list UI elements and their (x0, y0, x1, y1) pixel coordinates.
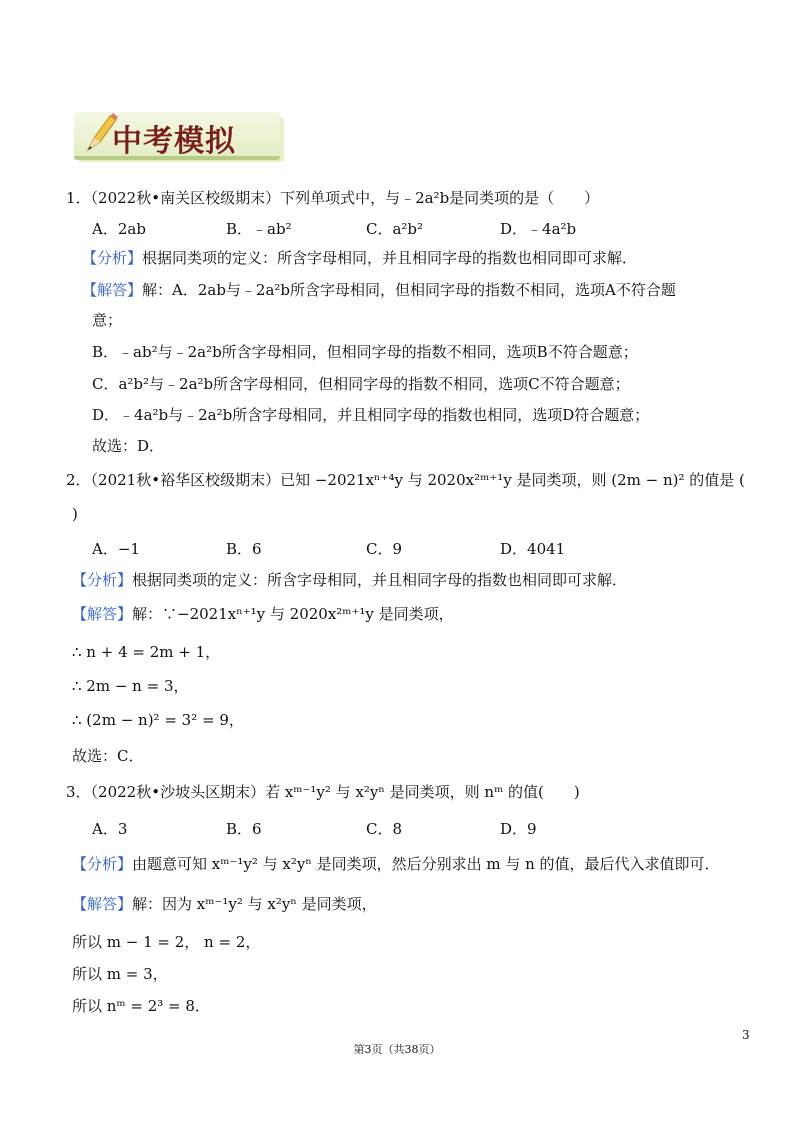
q2-analysis-tag: 【分析】 (72, 571, 133, 589)
q3-option-d: D．9 (500, 820, 537, 838)
q1-analysis-text: 根据同类项的定义：所含字母相同，并且相同字母的指数也相同即可求解． (142, 249, 638, 267)
q1-option-c: C．a²b² (366, 220, 424, 238)
q1-analysis-tag: 【分析】 (82, 249, 143, 267)
q1-option-b: B．﹣ab² (226, 220, 292, 238)
q2-answer-line-1 (72, 604, 454, 624)
section-banner (74, 112, 284, 162)
q3-option-a: A．3 (92, 820, 128, 838)
q1-answer-line-2: 意； (92, 311, 123, 329)
q2-answer-line-3: ∴ 2m − n = 3， (72, 677, 189, 695)
q3-analysis-text: 由题意可知 xᵐ⁻¹y² 与 x²yⁿ 是同类项，然后分别求出 m 与 n 的值，最后代入求值即可． (132, 855, 720, 873)
q3-answer-text: 解：因为 xᵐ⁻¹y² 与 x²yⁿ 是同类项， (132, 895, 377, 913)
q2-option-a: A．−1 (92, 540, 140, 558)
page-number: 3 (742, 1028, 750, 1042)
q1-option-d: D．﹣4a²b (500, 220, 577, 238)
q1-answer-line-5: D．﹣4a²b与﹣2a²b所含字母相同，并且相同字母的指数也相同，选项D符合题意； (92, 406, 650, 424)
q1-stem: 1．（2022秋•南关区校级期末）下列单项式中，与﹣2a²b是同类项的是（ ） (66, 189, 600, 207)
q3-answer-line-1 (72, 894, 377, 914)
q1-option-a: A．2ab (92, 220, 146, 238)
q3-option-c: C．8 (366, 820, 403, 838)
q1-answer-line-4: C．a²b²与﹣2a²b所含字母相同，但相同字母的指数不相同，选项C不符合题意； (92, 375, 630, 393)
q1-answer-tag: 【解答】 (82, 281, 143, 299)
q1-answer-line-6: 故选：D． (92, 437, 165, 455)
q2-stem-line-2: ) (72, 505, 78, 523)
q2-option-c: C．9 (366, 540, 403, 558)
q3-answer-tag: 【解答】 (72, 895, 133, 913)
q2-option-b: B．6 (226, 540, 262, 558)
q3-answer-line-4: 所以 nᵐ = 2³ = 8． (72, 997, 210, 1015)
q2-answer-text: 解：∵−2021xⁿ⁺¹y 与 2020x²ᵐ⁺¹y 是同类项， (132, 605, 454, 623)
banner-title: 中考模拟 (112, 124, 236, 159)
q2-answer-tag: 【解答】 (72, 605, 133, 623)
q1-analysis (82, 248, 637, 268)
q3-answer-line-2: 所以 m − 1 = 2， n = 2， (72, 933, 261, 951)
q2-analysis (72, 570, 627, 590)
page-footer: 第3页（共38页） (353, 1043, 441, 1056)
q3-option-b: B．6 (226, 820, 262, 838)
q2-answer-line-4: ∴ (2m − n)² = 3² = 9， (72, 711, 244, 729)
q2-answer-line-5: 故选：C． (72, 747, 144, 765)
q2-analysis-text: 根据同类项的定义：所含字母相同，并且相同字母的指数也相同即可求解． (132, 571, 628, 589)
q3-answer-line-3: 所以 m = 3， (72, 965, 168, 983)
q2-answer-line-2: ∴ n + 4 = 2m + 1， (72, 643, 221, 661)
q1-answer-line-1 (82, 280, 676, 300)
q1-answer-line-3: B．﹣ab²与﹣2a²b所含字母相同，但相同字母的指数不相同，选项B不符合题意； (92, 343, 638, 361)
q1-answer-text: 解：A．2ab与﹣2a²b所含字母相同，但相同字母的指数不相同，选项A不符合题 (142, 281, 676, 299)
q3-stem: 3．（2022秋•沙坡头区期末）若 xᵐ⁻¹y² 与 x²yⁿ 是同类项，则 nᵐ 的值( ) (66, 783, 580, 801)
q3-analysis-tag: 【分析】 (72, 855, 133, 873)
q2-option-d: D．4041 (500, 540, 566, 558)
q2-stem-line-1: 2．（2021秋•裕华区校级期末）已知 −2021xⁿ⁺⁴y 与 2020x²ᵐ⁺¹y 是同类项，则 (2m − n)² 的值是 ( (66, 471, 745, 489)
q3-analysis (72, 854, 720, 874)
